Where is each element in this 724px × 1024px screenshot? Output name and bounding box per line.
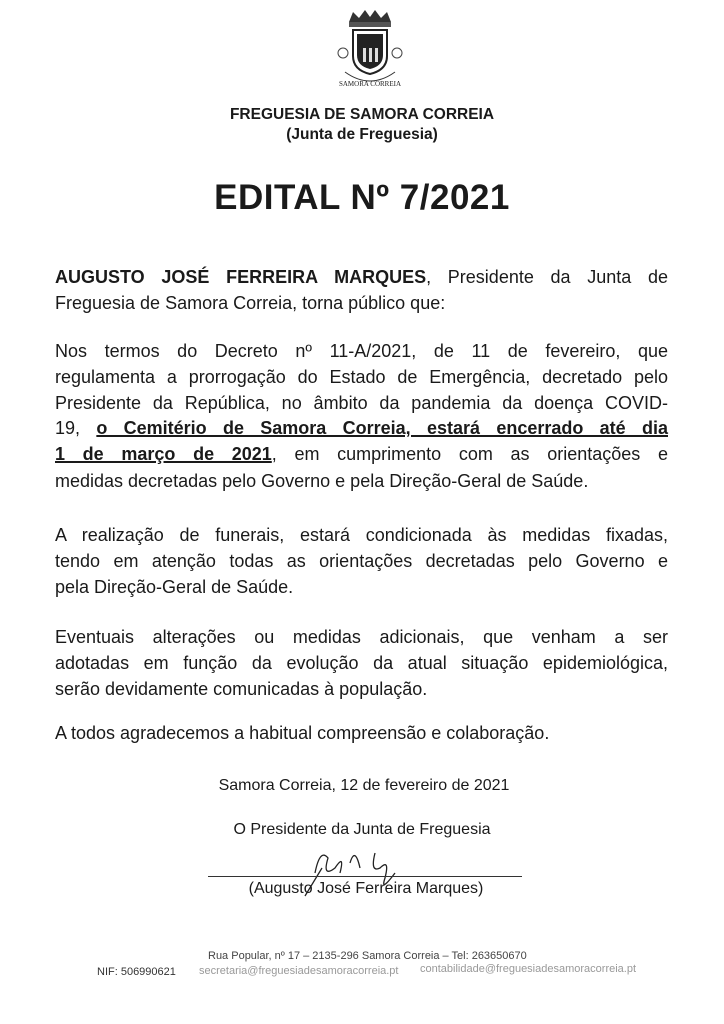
para3-line: Eventuais alterações ou medidas adicionais, que venham a ser <box>55 627 668 647</box>
para1-line: Presidente da República, no âmbito da pandemia da doença COVID- <box>55 393 668 413</box>
org-name: FREGUESIA DE SAMORA CORREIA <box>229 106 495 123</box>
text: , em cumprimento com as orientações e <box>271 444 668 464</box>
signature-line <box>208 876 522 877</box>
footer-nif: NIF: 506990621 <box>97 966 176 978</box>
signer-role: O Presidente da Junta de Freguesia <box>233 821 491 838</box>
intro-line-2: Freguesia de Samora Correia, torna público que: <box>55 293 446 313</box>
para3-line: serão devidamente comunicadas à população. <box>55 679 428 699</box>
signer-name: (Augusto José Ferreira Marques) <box>248 880 484 897</box>
para1-line: regulamenta a prorrogação do Estado de Emergência, decretado pelo <box>55 367 668 387</box>
intro-text: , Presidente da Junta de <box>426 267 668 287</box>
intro-line-1 <box>55 266 668 288</box>
para2-line: A realização de funerais, estará condicionada às medidas fixadas, <box>55 525 668 545</box>
footer-email-secretaria[interactable]: secretaria@freguesiadesamoracorreia.pt <box>199 965 399 977</box>
svg-text:SAMORA CORREIA: SAMORA CORREIA <box>338 80 402 88</box>
para1-line: medidas decretadas pelo Governo e pela Direção-Geral de Saúde. <box>55 471 589 491</box>
para2-line: tendo em atenção todas as orientações decretadas pelo Governo e <box>55 551 668 571</box>
para2-line: pela Direção-Geral de Saúde. <box>55 577 294 597</box>
highlight-text: o Cemitério de Samora Correia, estará encerrado até dia <box>96 418 668 438</box>
president-name: AUGUSTO JOSÉ FERREIRA MARQUES <box>55 267 427 287</box>
para1-line <box>55 443 668 465</box>
para1-line <box>55 417 668 439</box>
document-title: EDITAL Nº 7/2021 <box>214 178 510 217</box>
org-subtitle: (Junta de Freguesia) <box>286 126 438 143</box>
footer-email-contabilidade[interactable]: contabilidade@freguesiadesamoracorreia.pt <box>420 963 637 975</box>
coat-of-arms-logo <box>335 8 405 90</box>
highlight-date: 1 de março de 2021 <box>55 444 272 464</box>
text: 19, <box>55 418 97 438</box>
date-line: Samora Correia, 12 de fevereiro de 2021 <box>218 777 510 794</box>
para1-line: Nos termos do Decreto nº 11-A/2021, de 11 de fevereiro, que <box>55 341 668 361</box>
footer-address: Rua Popular, nº 17 – 2135-296 Samora Correia – Tel: 263650670 <box>208 950 527 962</box>
para3-line: adotadas em função da evolução da atual situação epidemiológica, <box>55 653 668 673</box>
closing-line: A todos agradecemos a habitual compreensão e colaboração. <box>55 723 550 743</box>
